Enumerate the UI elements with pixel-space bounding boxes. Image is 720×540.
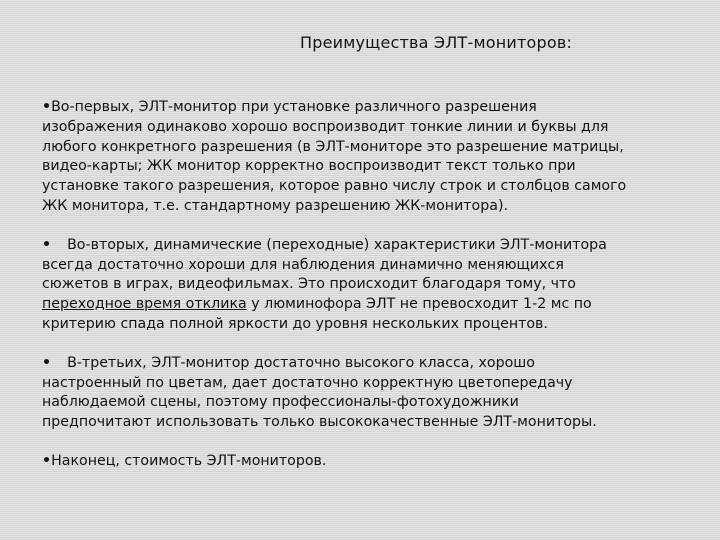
paragraph-1-line-6: ЖК монитора, т.е. стандартному разрешению ЖК-монитора). [42, 197, 508, 214]
bullet-icon: • [42, 99, 52, 115]
paragraph-2-line-1: • Во-вторых, динамические (переходные) характеристики ЭЛТ-монитора [42, 236, 607, 253]
paragraph-1 [42, 98, 682, 217]
paragraph-1-line-1: •Во-первых, ЭЛТ-монитор при установке различного разрешения [42, 99, 537, 115]
paragraph-1-line-4: видео-карты; ЖК монитор корректно воспроизводит текст только при [42, 158, 576, 175]
bullet-icon: • [42, 354, 52, 371]
paragraph-2-line-4: переходное время отклика у люминофора ЭЛТ не превосходит 1-2 мс по [42, 296, 592, 313]
paragraph-3 [42, 354, 682, 433]
paragraph-1-line-5: установке такого разрешения, которое равно числу строк и столбцов самого [42, 178, 627, 195]
paragraph-4-line-1: •Наконец, стоимость ЭЛТ-мониторов. [42, 452, 327, 469]
paragraph-2-line-2: всегда достаточно хороши для наблюдения динамично меняющихся [42, 256, 564, 273]
paragraph-3-line-1: • В-третьих, ЭЛТ-монитор достаточно высокого класса, хорошо [42, 354, 535, 371]
paragraph-4 [42, 452, 682, 472]
paragraph-2-line-5: критерию спада полной яркости до уровня нескольких процентов. [42, 315, 548, 332]
paragraph-1-line-2: изображения одинаково хорошо воспроизводит тонкие линии и буквы для [42, 118, 609, 135]
paragraph-3-line-2: настроенный по цветам, дает достаточно корректную цветопередачу [42, 374, 573, 391]
paragraph-3-line-3: наблюдаемой сцены, поэтому профессионалы-фотохудожники [42, 394, 519, 411]
paragraph-3-line-4: предпочитают использовать только высококачественные ЭЛТ-мониторы. [42, 414, 597, 431]
slide-body [42, 98, 682, 491]
bullet-icon: • [42, 452, 52, 469]
paragraph-1-line-3: любого конкретного разрешения (в ЭЛТ-мониторе это разрешение матрицы, [42, 138, 624, 155]
slide-title: Преимущества ЭЛТ-мониторов: [300, 33, 573, 52]
paragraph-2 [42, 236, 682, 335]
paragraph-2-line-3: сюжетов в играх, видеофильмах. Это происходит благодаря тому, что [42, 276, 576, 293]
bullet-icon: • [42, 236, 52, 253]
underlined-term: переходное время отклика [42, 296, 247, 313]
